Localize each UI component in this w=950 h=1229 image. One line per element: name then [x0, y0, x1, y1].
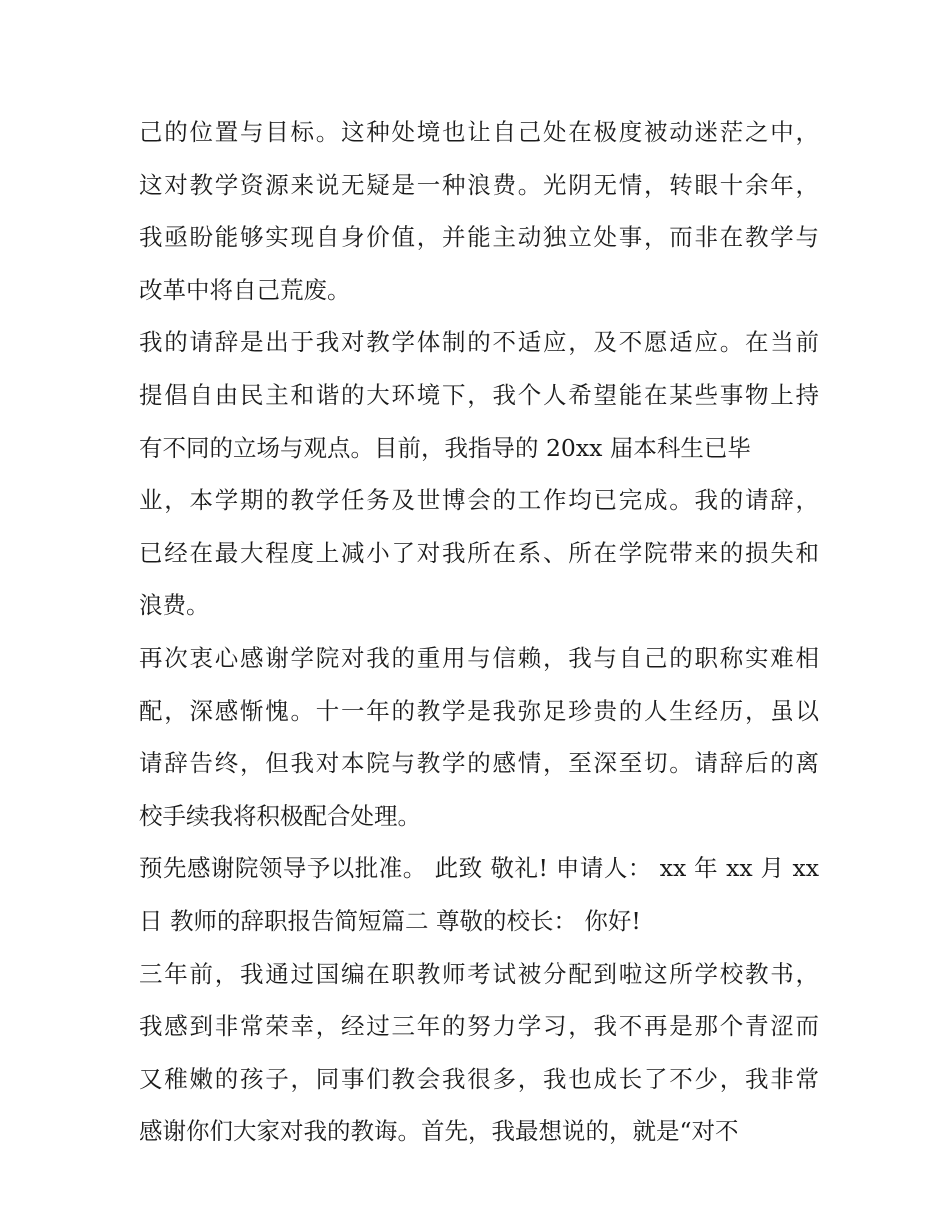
text-line: 我亟盼能够实现自身价值，并能主动独立处事，而非在教学与: [139, 223, 819, 252]
text-line: 请辞告终，但我对本院与教学的感情，至深至切。请辞后的离: [139, 749, 819, 778]
text-line: 改革中将自己荒废。: [139, 275, 351, 304]
text-line: 己的位置与目标。这种处境也让自己处在极度被动迷茫之中，: [139, 118, 819, 146]
text-line: 又稚嫩的孩子，同事们教会我很多，我也成长了不少，我非常: [139, 1064, 819, 1093]
text-line: 浪费。: [139, 591, 210, 620]
text-line: 配，深感惭愧。十一年的教学是我弥足珍贵的人生经历，虽以: [139, 696, 819, 725]
text-line: 校手续我将积极配合处理。: [139, 801, 421, 830]
text-line: 我感到非常荣幸，经过三年的努力学习，我不再是那个青涩而: [139, 1012, 819, 1041]
text-line: 预先感谢院领导予以批准。 此致 敬礼! 申请人： xx 年 xx 月 xx: [139, 854, 819, 883]
text-line: 这对教学资源来说无疑是一种浪费。光阴无情，转眼十余年，: [139, 170, 819, 199]
text-line: 业，本学期的教学任务及世博会的工作均已完成。我的请辞，: [139, 486, 819, 515]
text-line: 有不同的立场与观点。目前，我指导的 20xx 届本科生已毕: [139, 433, 751, 462]
text-line: 已经在最大程度上减小了对我所在系、所在学院带来的损失和: [139, 538, 819, 567]
text-line: 日 教师的辞职报告简短篇二 尊敬的校长： 你好!: [139, 906, 641, 935]
text-line: 三年前，我通过国编在职教师考试被分配到啦这所学校教书，: [139, 959, 819, 988]
text-line: 我的请辞是出于我对教学体制的不适应，及不愿适应。在当前: [139, 328, 819, 357]
text-line: 提倡自由民主和谐的大环境下，我个人希望能在某些事物上持: [139, 380, 819, 409]
text-line: 再次衷心感谢学院对我的重用与信赖，我与自己的职称实难相: [139, 643, 819, 672]
document-body: [139, 106, 819, 1158]
text-line: 感谢你们大家对我的教诲。首先，我最想说的，就是“对不: [139, 1117, 739, 1146]
